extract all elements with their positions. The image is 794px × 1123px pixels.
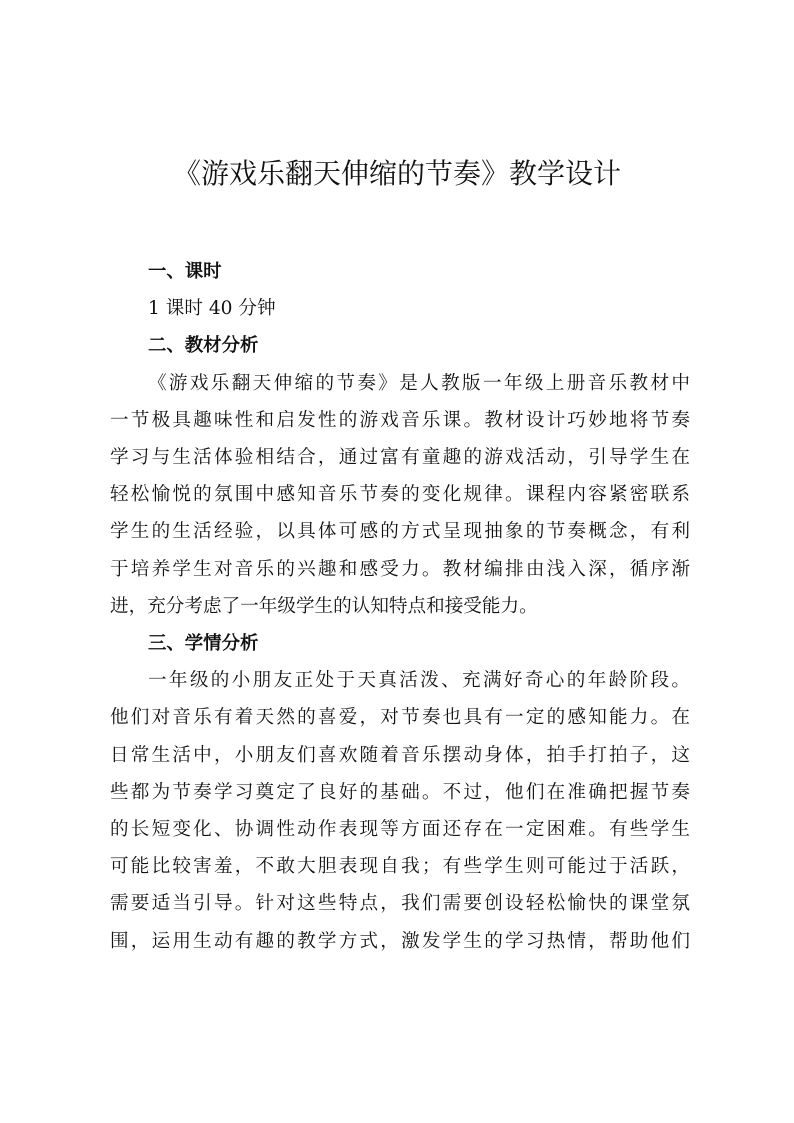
section-heading-student-analysis: 三、学情分析: [148, 633, 259, 655]
paragraph-line: 围，运用生动有趣的教学方式，激发学生的学习热情，帮助他们: [110, 930, 690, 952]
paragraph-line: 日常生活中，小朋友们喜欢随着音乐摆动身体，拍手打拍子，这: [110, 744, 690, 766]
paragraph-line: 一年级的小朋友正处于天真活泼、充满好奇心的年龄阶段。: [148, 670, 690, 692]
paragraph-line: 《游戏乐翻天伸缩的节奏》是人教版一年级上册音乐教材中: [148, 372, 690, 394]
student-analysis-paragraph: [110, 662, 690, 960]
paragraph-line: 于培养学生对音乐的兴趣和感受力。教材编排由浅入深，循序渐: [110, 558, 690, 580]
paragraph-line: 轻松愉悦的氛围中感知音乐节奏的变化规律。课程内容紧密联系: [110, 484, 690, 506]
paragraph-line: 的长短变化、协调性动作表现等方面还存在一定困难。有些学生: [110, 819, 690, 841]
class-hours-text: 1 课时 40 分钟: [148, 298, 276, 320]
paragraph-line: 一节极具趣味性和启发性的游戏音乐课。教材设计巧妙地将节奏: [110, 409, 690, 431]
paragraph-line: 他们对音乐有着天然的喜爱，对节奏也具有一定的感知能力。在: [110, 707, 690, 729]
paragraph-line: 些都为节奏学习奠定了良好的基础。不过，他们在准确把握节奏: [110, 781, 690, 803]
paragraph-line: 学习与生活体验相结合，通过富有童趣的游戏活动，引导学生在: [110, 447, 690, 469]
section-heading-class-hours: 一、课时: [148, 261, 222, 282]
document-title: 《游戏乐翻天伸缩的节奏》教学设计: [172, 157, 621, 190]
document-body: [110, 253, 690, 960]
paragraph-line: 需要适当引导。针对这些特点，我们需要创设轻松愉快的课堂氛: [110, 893, 690, 915]
paragraph-line: 可能比较害羞，不敢大胆表现自我；有些学生则可能过于活跃，: [110, 856, 690, 878]
section-heading-material-analysis: 二、教材分析: [148, 335, 259, 357]
paragraph-line: 进，充分考虑了一年级学生的认知特点和接受能力。: [110, 595, 538, 617]
paragraph-line: 学生的生活经验，以具体可感的方式呈现抽象的节奏概念，有利: [110, 521, 690, 543]
material-analysis-paragraph: [110, 365, 690, 625]
